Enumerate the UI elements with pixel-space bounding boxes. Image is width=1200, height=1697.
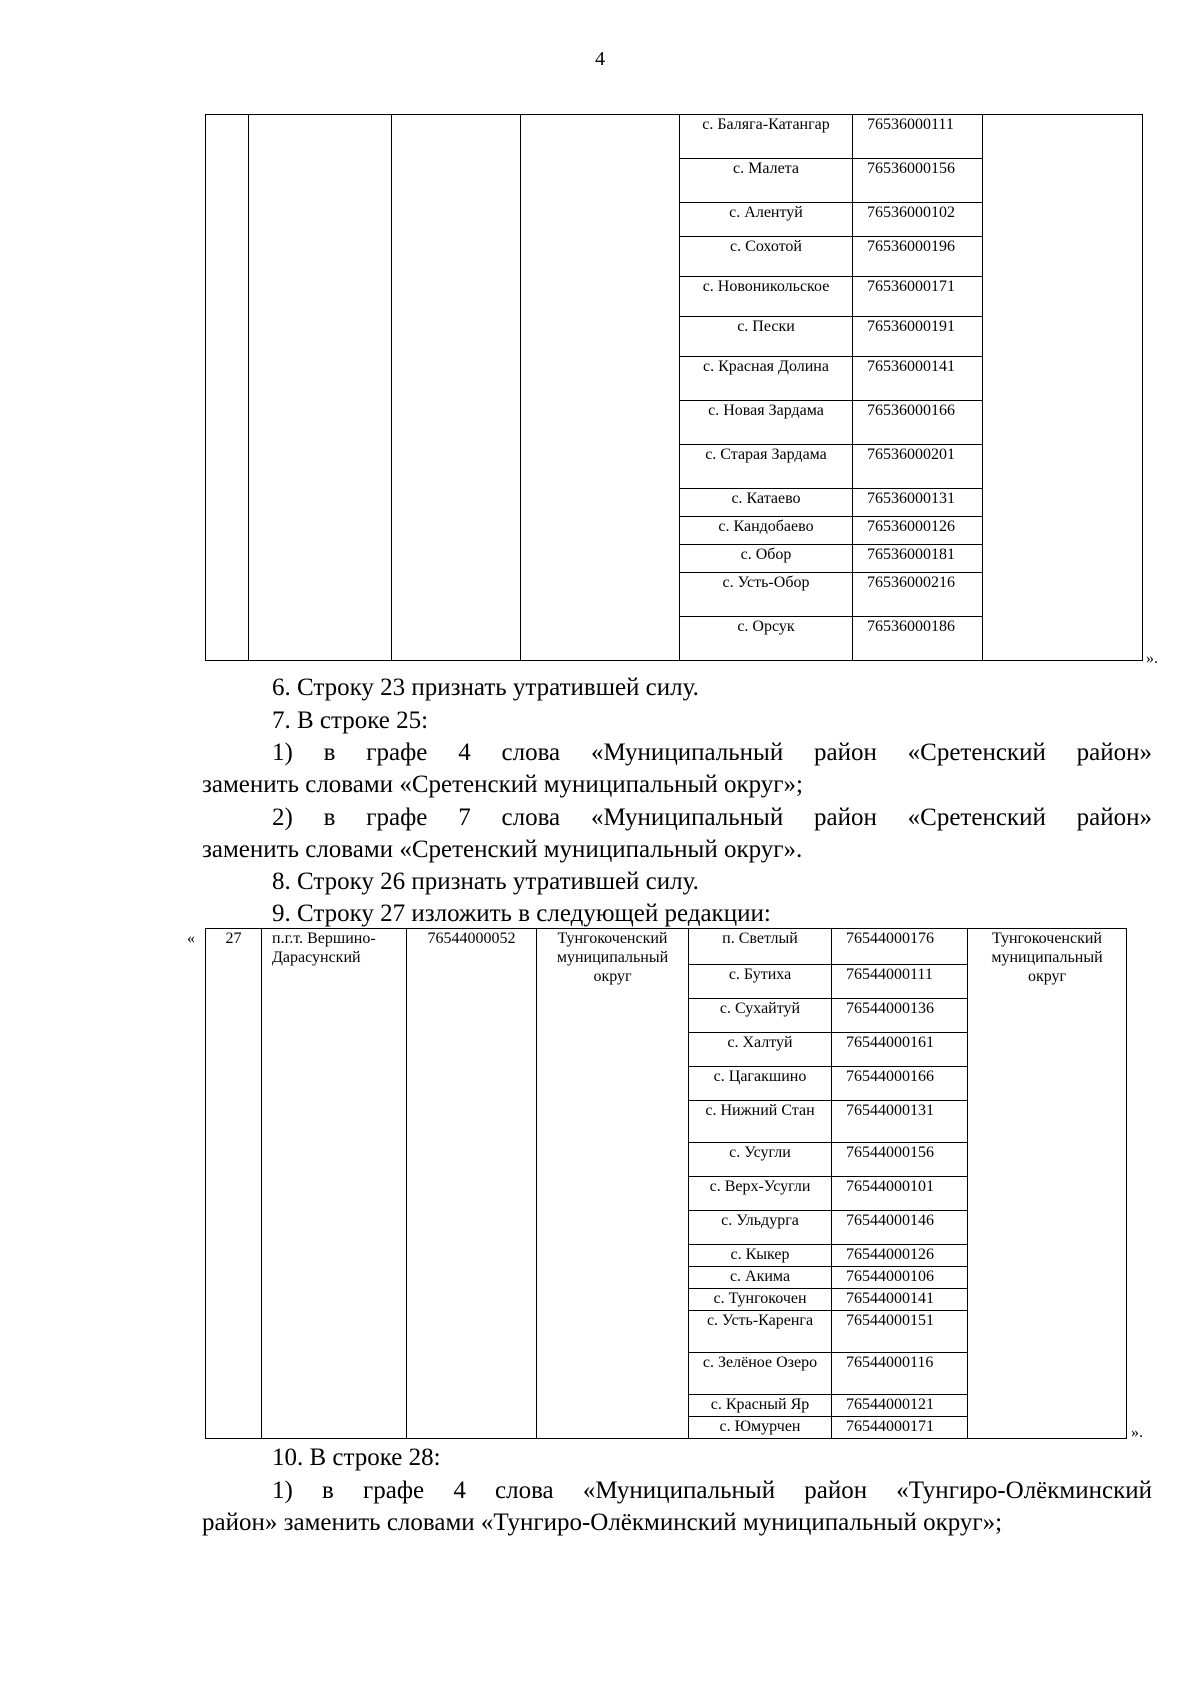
place-cell: с. Верх-Усугли <box>689 1177 832 1211</box>
place-cell: с. Пески <box>680 317 853 357</box>
place-cell: с. Катаево <box>680 489 853 517</box>
code-cell: 76536000156 <box>853 159 983 203</box>
place-cell: с. Акима <box>689 1267 832 1289</box>
code-cell: 76536000131 <box>853 489 983 517</box>
code-cell: 76536000141 <box>853 357 983 401</box>
row-27-table <box>205 928 1127 1439</box>
place-cell: с. Ульдурга <box>689 1211 832 1245</box>
empty-cell <box>206 115 249 661</box>
code-cell: 76544000151 <box>832 1311 968 1353</box>
code-cell: 76544000116 <box>832 1353 968 1395</box>
code-cell: 76536000181 <box>853 545 983 573</box>
code-cell: 76544000131 <box>832 1101 968 1143</box>
code-cell: 76544000161 <box>832 1033 968 1067</box>
paragraph-9: 9. Строку 27 изложить в следующей редакции: <box>272 900 771 927</box>
place-cell: с. Красный Яр <box>689 1395 832 1417</box>
paragraph-10-1-line2: район» заменить словами «Тунгиро-Олёкминский муниципальный округ»; <box>202 1509 1003 1536</box>
empty-cell <box>249 115 392 661</box>
place-cell: с. Орсук <box>680 617 853 661</box>
page-number: 4 <box>595 48 605 70</box>
place-cell: с. Бутиха <box>689 965 832 999</box>
code-cell: 76544000111 <box>832 965 968 999</box>
opening-quote-2: « <box>187 930 195 947</box>
place-cell: с. Нижний Стан <box>689 1101 832 1143</box>
closing-quote-2: ». <box>1131 1424 1143 1441</box>
place-cell: с. Обор <box>680 545 853 573</box>
code-cell: 76544000101 <box>832 1177 968 1211</box>
place-cell: с. Малета <box>680 159 853 203</box>
place-cell: п. Светлый <box>689 929 832 965</box>
empty-cell <box>521 115 680 661</box>
place-cell: с. Халтуй <box>689 1033 832 1067</box>
place-cell: с. Новоникольское <box>680 277 853 317</box>
place-cell: с. Новая Зардама <box>680 401 853 445</box>
row-number-cell: 27 <box>206 929 262 1439</box>
place-cell: с. Сухайтуй <box>689 999 832 1033</box>
code-cell: 76544000141 <box>832 1289 968 1311</box>
code-cell: 76536000171 <box>853 277 983 317</box>
code-cell: 76544000156 <box>832 1143 968 1177</box>
place-cell: с. Цагакшино <box>689 1067 832 1101</box>
place-cell: с. Кандобаево <box>680 517 853 545</box>
code-cell: 76544000176 <box>832 929 968 965</box>
paragraph-8: 8. Строку 26 признать утратившей силу. <box>272 868 699 895</box>
code-cell: 76536000186 <box>853 617 983 661</box>
code-cell: 76544000166 <box>832 1067 968 1101</box>
empty-cell <box>983 115 1143 661</box>
code-cell: 76536000216 <box>853 573 983 617</box>
empty-cell <box>392 115 521 661</box>
code-cell: 76536000126 <box>853 517 983 545</box>
place-cell: с. Тунгокочен <box>689 1289 832 1311</box>
paragraph-7-2-line1: 2) в графе 7 слова «Муниципальный район «Сретенский район» <box>272 804 1152 831</box>
code-cell: 76544000106 <box>832 1267 968 1289</box>
district-cell: Тунгокоченский муниципальный округ <box>537 929 689 1439</box>
code-cell: 76536000191 <box>853 317 983 357</box>
code-cell: 76536000201 <box>853 445 983 489</box>
place-cell: с. Зелёное Озеро <box>689 1353 832 1395</box>
code-cell: 76544000121 <box>832 1395 968 1417</box>
code-cell: 76544000126 <box>832 1245 968 1267</box>
place-cell: с. Юмурчен <box>689 1417 832 1439</box>
paragraph-10-1-line1: 1) в графе 4 слова «Муниципальный район «Тунгиро-Олёкминский <box>272 1477 1152 1504</box>
district-right-cell: Тунгокоченский муниципальный округ <box>968 929 1127 1439</box>
paragraph-7-1-line1: 1) в графе 4 слова «Муниципальный район «Сретенский район» <box>272 739 1152 766</box>
code-cell: 76536000111 <box>853 115 983 159</box>
code-cell: 76544000136 <box>832 999 968 1033</box>
code-cell: 76544000146 <box>832 1211 968 1245</box>
place-cell: с. Красная Долина <box>680 357 853 401</box>
place-cell: с. Усугли <box>689 1143 832 1177</box>
place-cell: с. Алентуй <box>680 203 853 237</box>
table-row <box>206 929 1127 965</box>
closing-quote-1: ». <box>1146 650 1158 667</box>
paragraph-10: 10. В строке 28: <box>272 1444 441 1471</box>
place-cell: с. Усть-Обор <box>680 573 853 617</box>
place-cell: с. Баляга-Катангар <box>680 115 853 159</box>
table-row <box>206 115 1143 159</box>
settlement-code-cell: 76544000052 <box>407 929 537 1439</box>
place-cell: с. Усть-Каренга <box>689 1311 832 1353</box>
paragraph-7: 7. В строке 25: <box>272 707 429 734</box>
settlement-cell: п.г.т. Вершино-Дарасунский <box>262 929 407 1439</box>
place-cell: с. Сохотой <box>680 237 853 277</box>
paragraph-7-2-line2: заменить словами «Сретенский муниципальный округ». <box>202 836 803 863</box>
place-cell: с. Кыкер <box>689 1245 832 1267</box>
code-cell: 76536000102 <box>853 203 983 237</box>
paragraph-7-1-line2: заменить словами «Сретенский муниципальный округ»; <box>202 771 803 798</box>
code-cell: 76544000171 <box>832 1417 968 1439</box>
place-cell: с. Старая Зардама <box>680 445 853 489</box>
code-cell: 76536000166 <box>853 401 983 445</box>
code-cell: 76536000196 <box>853 237 983 277</box>
settlements-table-continued <box>205 114 1143 661</box>
paragraph-6: 6. Строку 23 признать утратившей силу. <box>272 674 699 701</box>
